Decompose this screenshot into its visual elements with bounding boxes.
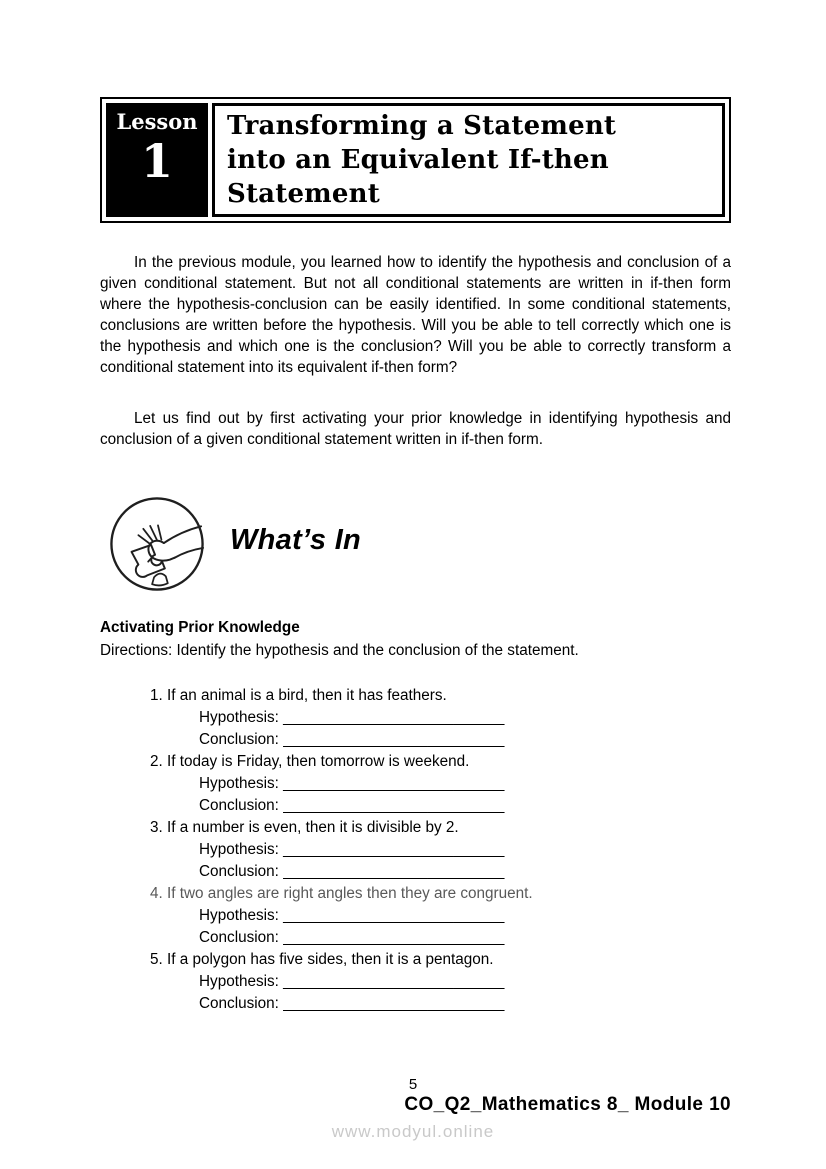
activity-directions: Directions: Identify the hypothesis and the conclusion of the statement. (100, 642, 579, 659)
hypothesis-label: Hypothesis: (199, 709, 284, 726)
exercise-item-3 (100, 817, 731, 883)
hypothesis-blank: __________________________ (283, 907, 505, 924)
hypothesis-line (100, 773, 731, 795)
hypothesis-line (100, 971, 731, 993)
conclusion-blank: __________________________ (283, 797, 505, 814)
hypothesis-line (100, 707, 731, 729)
exercise-statement: 5. If a polygon has five sides, then it is a pentagon. (150, 951, 494, 968)
exercise-item-2 (100, 751, 731, 817)
exercise-item-4 (100, 883, 731, 949)
page-number: 5 (408, 1076, 418, 1093)
exercise-statement: 2. If today is Friday, then tomorrow is weekend. (150, 753, 470, 770)
conclusion-blank: __________________________ (283, 995, 505, 1012)
hypothesis-line (100, 839, 731, 861)
watermark: www.modyul.online (331, 1122, 495, 1141)
conclusion-line (100, 993, 731, 1015)
conclusion-line (100, 729, 731, 751)
hypothesis-blank: __________________________ (283, 841, 505, 858)
hypothesis-line (100, 905, 731, 927)
intro-paragraph-1: In the previous module, you learned how to identify the hypothesis and conclusion of a given conditional statement. But not all conditional statements are written in if-then form where the hypothesis-conclusion can be easily identified. In some conditional statements, conclusions are written before the hypothesis. Will you be able to tell correctly which one is the hypothesis and which one is the conclusion? Will you be able to correctly transform a conditional statement into its equivalent if-then form? (100, 254, 731, 376)
hypothesis-blank: __________________________ (283, 775, 505, 792)
hand-puzzle-icon (108, 495, 206, 593)
conclusion-line (100, 795, 731, 817)
conclusion-line (100, 861, 731, 883)
lesson-label: Lesson (116, 109, 198, 134)
exercise-statement: 3. If a number is even, then it is divisible by 2. (150, 819, 459, 836)
conclusion-blank: __________________________ (283, 863, 505, 880)
activity-heading: Activating Prior Knowledge (100, 619, 300, 636)
conclusion-label: Conclusion: (199, 929, 284, 946)
lesson-title-line-1: Transforming a Statement (227, 111, 617, 141)
hypothesis-label: Hypothesis: (199, 907, 284, 924)
module-footer: CO_Q2_Mathematics 8_ Module 10 (404, 1094, 731, 1115)
section-heading: What’s In (230, 523, 362, 556)
lesson-number-box (106, 103, 208, 217)
hypothesis-blank: __________________________ (283, 709, 505, 726)
conclusion-blank: __________________________ (283, 929, 505, 946)
lesson-title-line-3: Statement (227, 179, 380, 209)
exercise-statement: 4. If two angles are right angles then they are congruent. (150, 885, 533, 902)
conclusion-label: Conclusion: (199, 731, 284, 748)
whats-in-banner (108, 495, 361, 593)
hypothesis-label: Hypothesis: (199, 841, 284, 858)
hypothesis-label: Hypothesis: (199, 775, 284, 792)
conclusion-label: Conclusion: (199, 863, 284, 880)
activity-section (100, 617, 731, 1015)
lesson-title-box (212, 103, 725, 217)
conclusion-label: Conclusion: (199, 797, 284, 814)
exercise-item-5 (100, 949, 731, 1015)
hypothesis-blank: __________________________ (283, 973, 505, 990)
lesson-title-line-2: into an Equivalent If-then (227, 145, 609, 175)
intro-paragraph-2: Let us find out by first activating your prior knowledge in identifying hypothesis and conclusion of a given conditional statement written in if-then form. (100, 410, 731, 448)
exercise-statement: 1. If an animal is a bird, then it has feathers. (150, 687, 447, 704)
exercise-list (100, 685, 731, 1015)
exercise-item-1 (100, 685, 731, 751)
conclusion-line (100, 927, 731, 949)
conclusion-label: Conclusion: (199, 995, 284, 1012)
lesson-number: 1 (140, 134, 173, 188)
conclusion-blank: __________________________ (283, 731, 505, 748)
lesson-header (100, 97, 731, 223)
hypothesis-label: Hypothesis: (199, 973, 284, 990)
